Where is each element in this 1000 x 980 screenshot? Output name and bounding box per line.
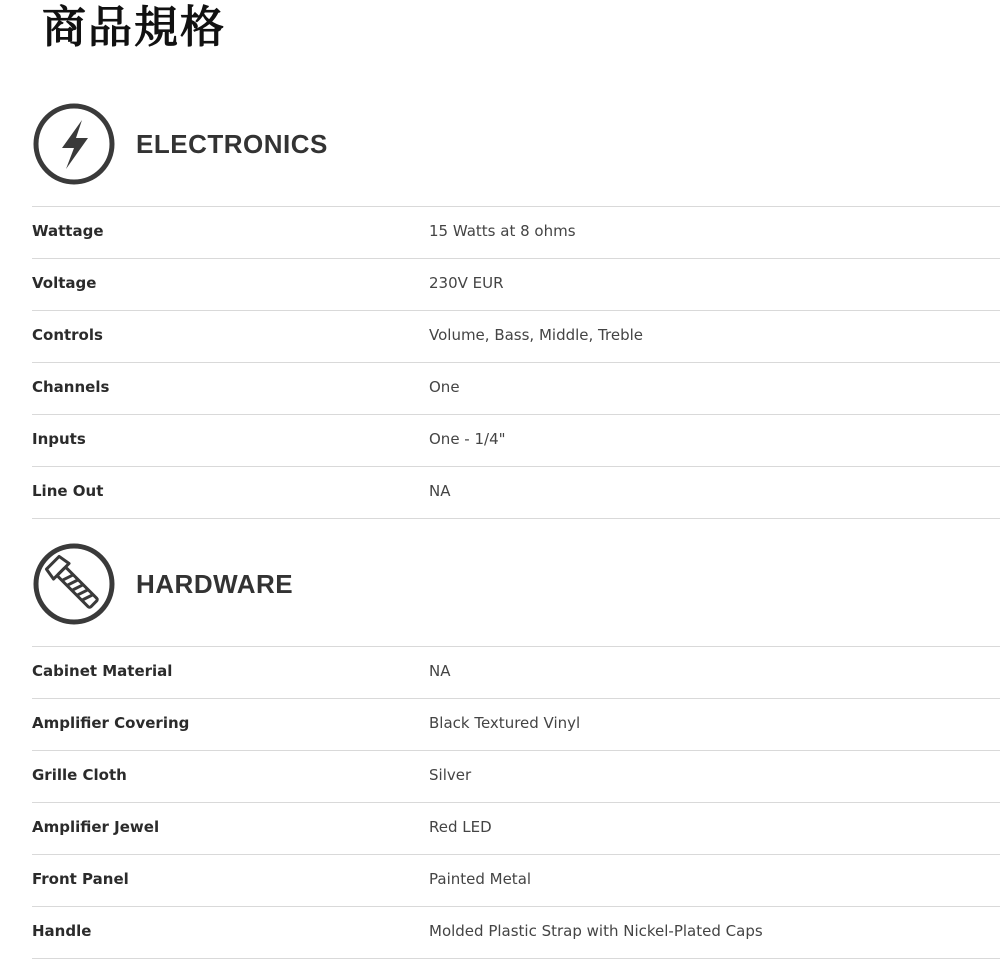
spec-label: Wattage	[32, 222, 104, 240]
section-header-electronics	[32, 102, 1000, 186]
spec-table-electronics	[32, 206, 1000, 519]
spec-label: Amplifier Jewel	[32, 818, 160, 836]
table-row	[32, 414, 1000, 466]
lightning-bolt-icon	[32, 102, 116, 186]
spec-value: 15 Watts at 8 ohms	[429, 222, 576, 240]
spec-value: Volume, Bass, Middle, Treble	[429, 326, 643, 344]
table-row	[32, 854, 1000, 906]
spec-label: Amplifier Covering	[32, 714, 190, 732]
spec-value: Molded Plastic Strap with Nickel-Plated Caps	[429, 922, 763, 940]
spec-label: Voltage	[32, 274, 97, 292]
section-title: ELECTRONICS	[136, 129, 328, 159]
section-header-hardware	[32, 542, 1000, 626]
spec-label: Controls	[32, 326, 103, 344]
table-row	[32, 750, 1000, 802]
table-row	[32, 698, 1000, 750]
table-row	[32, 362, 1000, 414]
spec-table-hardware	[32, 646, 1000, 959]
spec-label: Inputs	[32, 430, 86, 448]
section-title: HARDWARE	[136, 569, 294, 599]
spec-label: Grille Cloth	[32, 766, 127, 784]
table-row	[32, 206, 1000, 258]
spec-value: Silver	[429, 766, 472, 784]
spec-value: NA	[429, 482, 451, 500]
spec-value: Painted Metal	[429, 870, 532, 888]
table-row	[32, 646, 1000, 698]
spec-label: Handle	[32, 922, 92, 940]
bolt-screw-icon	[32, 542, 116, 626]
table-row	[32, 906, 1000, 959]
spec-label: Cabinet Material	[32, 662, 173, 680]
table-row	[32, 310, 1000, 362]
spec-value: Black Textured Vinyl	[429, 714, 581, 732]
table-row	[32, 258, 1000, 310]
table-row	[32, 466, 1000, 519]
spec-label: Front Panel	[32, 870, 129, 888]
spec-value: NA	[429, 662, 451, 680]
page-title: 商品規格	[42, 2, 226, 53]
spec-value: One - 1/4"	[429, 430, 506, 448]
spec-label: Line Out	[32, 482, 104, 500]
spec-value: One	[429, 378, 460, 396]
table-row	[32, 802, 1000, 854]
spec-label: Channels	[32, 378, 110, 396]
spec-value: Red LED	[429, 818, 492, 836]
spec-value: 230V EUR	[429, 274, 504, 292]
